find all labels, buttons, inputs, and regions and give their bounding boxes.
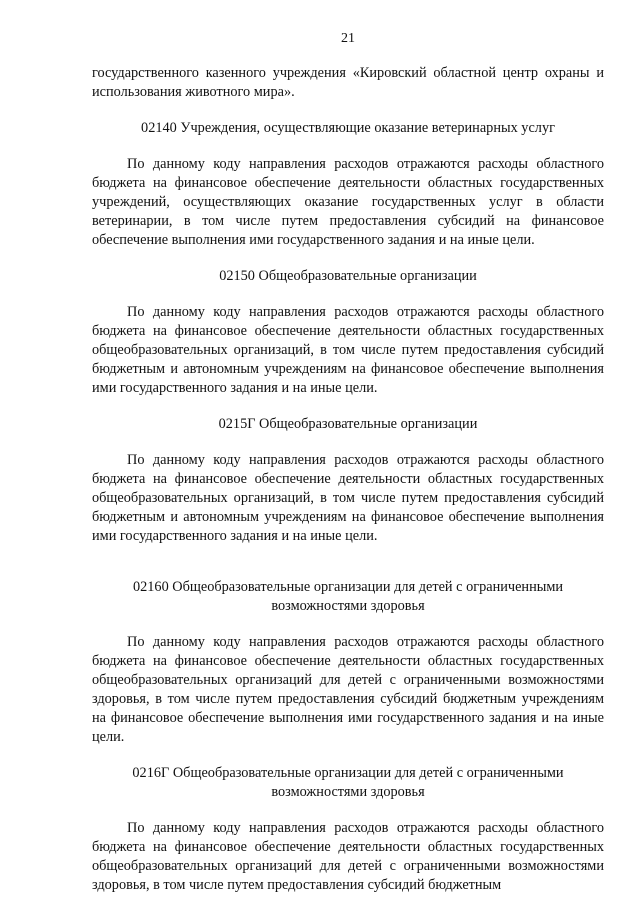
page-number: 21	[341, 31, 355, 46]
intro-paragraph: государственного казенного учреждения «Кировский областной центр охраны и использования животного мира».	[92, 65, 604, 100]
section-heading-02140: 02140 Учреждения, осуществляющие оказание ветеринарных услуг	[141, 120, 555, 136]
section-text-02140: По данному коду направления расходов отражаются расходы областного бюджета на финансовое обеспечение деятельности областных государственных учреждений, осуществляющих оказание государственных услуг в области ветеринарии, в том числе путем предоставления субсидий на финансовое обеспечение выполнения ими государственного задания и на иные цели.	[92, 156, 604, 248]
section-text-02150: По данному коду направления расходов отражаются расходы областного бюджета на финансовое обеспечение деятельности областных государственных общеобразовательных организаций, в том числе путем предоставления субсидий бюджетным и автономным учреждениям на финансовое обеспечение выполнения ими государственного задания и на иные цели.	[92, 304, 604, 396]
document-page	[92, 30, 604, 895]
section-heading-0216g: 0216Г Общеобразовательные организации для детей с ограниченными возможностями здоровья	[132, 765, 564, 800]
section-heading-02160: 02160 Общеобразовательные организации для детей с ограниченными возможностями здоровья	[132, 579, 564, 614]
section-heading-0215g: 0215Г Общеобразовательные организации	[218, 416, 478, 432]
section-text-02160: По данному коду направления расходов отражаются расходы областного бюджета на финансовое обеспечение деятельности областных государственных общеобразовательных организаций для детей с ограниченными возможностями здоровья, в том числе путем предоставления субсидий бюджетным учреждениям на финансовое обеспечение выполнения ими государственного задания и на иные цели.	[92, 634, 604, 745]
section-heading-02150: 02150 Общеобразовательные организации	[219, 268, 477, 284]
section-text-0215g: По данному коду направления расходов отражаются расходы областного бюджета на финансовое обеспечение деятельности областных государственных общеобразовательных организаций, в том числе путем предоставления субсидий бюджетным и автономным учреждениям на финансовое обеспечение выполнения ими государственного задания и на иные цели.	[92, 452, 604, 544]
section-text-0216g: По данному коду направления расходов отражаются расходы областного бюджета на финансовое обеспечение деятельности областных государственных общеобразовательных организаций для детей с ограниченными возможностями здоровья, в том числе путем предоставления субсидий бюджетным	[92, 820, 604, 893]
